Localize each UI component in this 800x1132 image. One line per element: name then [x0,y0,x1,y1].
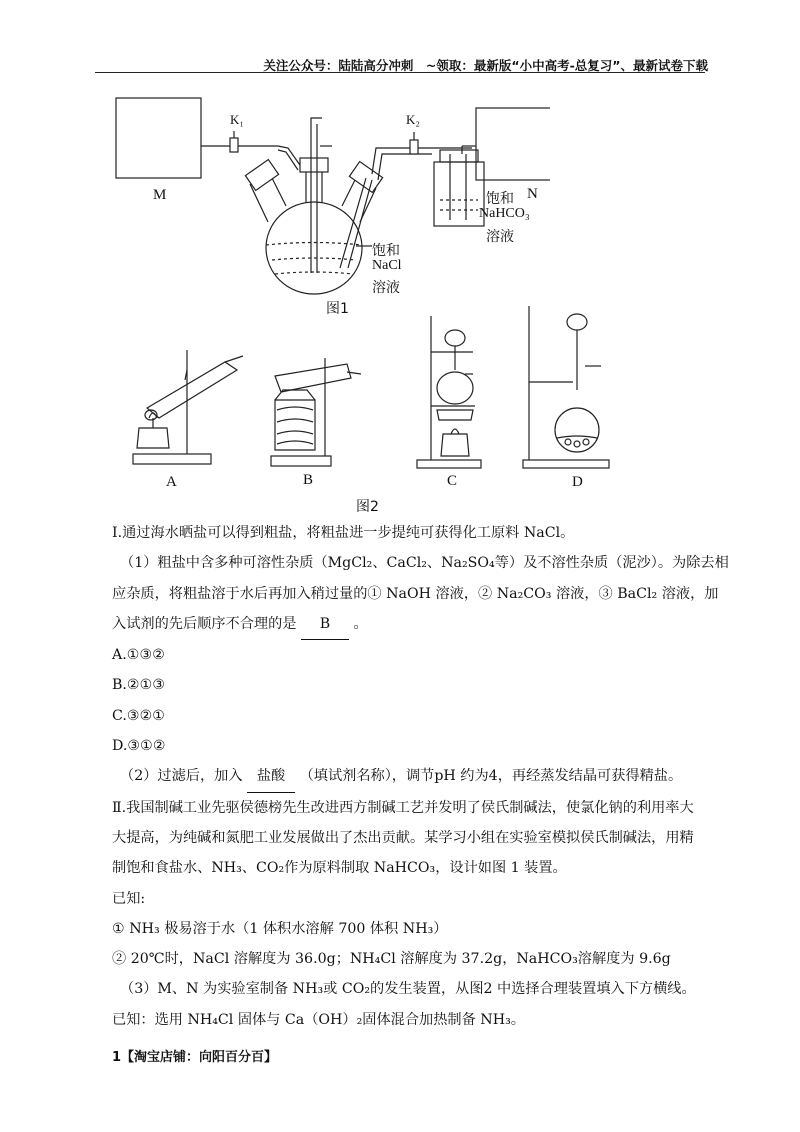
q2-line [112,761,712,792]
section-2-intro-3: 制饱和食盐水、NH₃、CO₂作为原料制取 NaHCO₃，设计如图 1 装置。 [112,860,567,877]
q1-line-3 [112,609,712,640]
q1-line-3-suffix: 。 [353,615,368,632]
figure-2-caption: 图2 [356,499,379,515]
option-b: B.②①③ [112,677,166,694]
section-2-intro-1: Ⅱ.我国制碱工业先驱侯德榜先生改进西方制碱工艺并发明了侯氏制碱法，使氯化钠的利用率大 [112,799,694,816]
figure-2-apparatus [125,300,625,470]
label-nahco3-2: NaHCO₃ [479,206,530,221]
known-label: 已知: [112,890,146,907]
label-K1: K₁ [230,112,244,127]
label-A: A [166,474,177,490]
apparatus-A [133,350,243,464]
q2-answer-blank: 盐酸 [247,761,295,792]
figure-1-caption: 图1 [326,301,349,317]
label-nacl-1: 饱和 [372,243,400,259]
section-1-intro: Ⅰ.通过海水晒盐可以得到粗盐，将粗盐进一步提纯可获得化工原料 NaCl。 [112,525,575,541]
option-d: D.③①② [112,738,166,755]
label-nahco3-1: 饱和 [486,191,514,207]
label-B: B [303,472,314,488]
apparatus-D [523,306,609,468]
label-D: D [572,474,583,490]
label-nahco3-3: 溶液 [486,229,514,245]
known-1: ① NH₃ 极易溶于水（1 体积水溶解 700 体积 NH₃） [112,920,448,937]
apparatus-B [271,358,361,466]
box-N [476,108,550,180]
q1-line-3-prefix: 入试剂的先后顺序不合理的是 [112,615,297,632]
option-c: C.③②① [112,707,166,724]
q3-known: 已知：选用 NH₄Cl 固体与 Ca（OH）₂固体混合加热制备 NH₃。 [112,1011,525,1028]
label-nacl-3: 溶液 [372,280,400,296]
header-rule [95,72,705,73]
q2-suffix: （填试剂名称），调节pH 约为4，再经蒸发结晶可获得精盐。 [299,768,683,785]
q3-line: （3）M、N 为实验室制备 NH₃或 CO₂的发生装置，从图2 中选择合理装置填入下方横线。 [120,981,696,998]
q1-line-2: 应杂质，将粗盐溶于水后再加入稍过量的① NaOH 溶液，② Na₂CO₃ 溶液，③ BaCl₂ 溶液，加 [112,585,719,602]
three-neck-flask [266,202,362,294]
label-N: N [527,186,538,202]
label-nacl-2: NaCl [372,258,402,273]
known-2: ② 20℃时，NaCl 溶解度为 36.0g；NH₄Cl 溶解度为 37.2g，NaHCO₃溶解度为 9.6g [112,951,671,968]
label-M: M [153,187,167,203]
question-body [112,518,729,1035]
box-M [116,98,201,178]
page-footer: 1【淘宝店铺：向阳百分百】 [112,1050,278,1065]
page-header: 关注公众号：陆陆高分冲刺 ~领取：最新版“小中高考-总复习”、最新试卷下载 [263,58,708,73]
q2-prefix: （2）过滤后，加入 [120,768,243,785]
label-C: C [447,473,458,489]
label-K2: K₂ [406,112,420,127]
figure-1-apparatus [110,88,550,318]
option-a: A.①③② [112,647,165,664]
apparatus-C [417,316,481,468]
q1-answer-blank: B [301,609,349,640]
q1-line-1: （1）粗盐中含多种可溶性杂质（MgCl₂、CaCl₂、Na₂SO₄等）及不溶性杂质（泥沙）。为除去相 [120,555,729,572]
section-2-intro-2: 大提高，为纯碱和氮肥工业发展做出了杰出贡献。某学习小组在实验室模拟侯氏制碱法，用精 [112,829,694,846]
